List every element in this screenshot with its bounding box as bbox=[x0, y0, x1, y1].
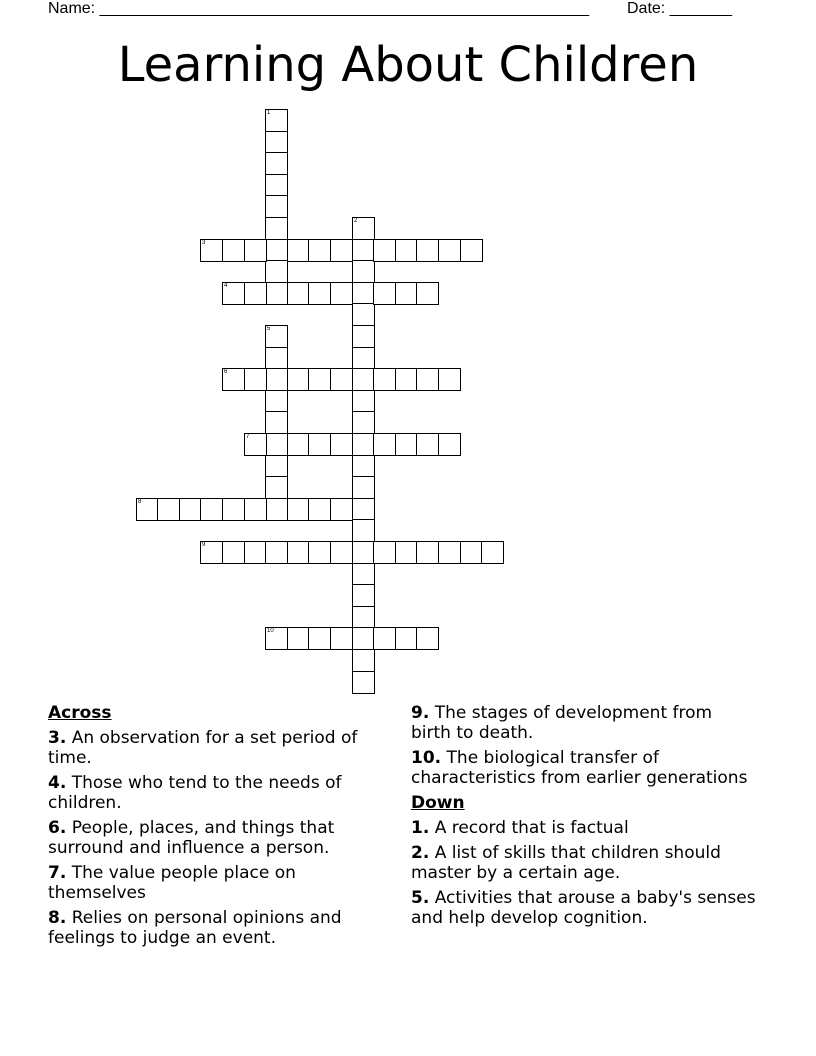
grid-cell[interactable] bbox=[265, 347, 288, 370]
grid-cell[interactable] bbox=[352, 649, 375, 672]
grid-cell[interactable] bbox=[460, 541, 483, 564]
grid-cell[interactable] bbox=[265, 455, 288, 478]
clue-number-label: 5 bbox=[267, 326, 271, 332]
grid-cell[interactable] bbox=[352, 584, 375, 607]
clue-across-6: 6. People, places, and things that surround and influence a person. bbox=[48, 818, 335, 858]
grid-cell[interactable] bbox=[352, 390, 375, 413]
grid-cell[interactable] bbox=[352, 563, 375, 586]
clue-down-1: 1. A record that is factual bbox=[411, 818, 629, 838]
grid-cell[interactable] bbox=[373, 239, 396, 262]
grid-cell[interactable] bbox=[265, 498, 288, 521]
clue-across-8: 8. Relies on personal opinions and feelings to judge an event. bbox=[48, 908, 342, 948]
grid-cell[interactable] bbox=[308, 368, 331, 391]
grid-cell[interactable] bbox=[200, 498, 223, 521]
grid-cell[interactable] bbox=[222, 282, 245, 305]
grid-cell[interactable] bbox=[200, 239, 223, 262]
grid-cell[interactable] bbox=[352, 239, 375, 262]
clue-across-4: 4. Those who tend to the needs of children. bbox=[48, 773, 342, 813]
grid-cell[interactable] bbox=[352, 671, 375, 694]
grid-cell[interactable] bbox=[416, 368, 439, 391]
grid-cell[interactable] bbox=[287, 368, 310, 391]
date-line[interactable]: Date: _______ bbox=[627, 0, 732, 17]
grid-cell[interactable] bbox=[460, 239, 483, 262]
grid-cell[interactable] bbox=[373, 368, 396, 391]
grid-cell[interactable] bbox=[330, 433, 353, 456]
grid-cell[interactable] bbox=[265, 109, 288, 132]
clue-number-label: 10 bbox=[267, 628, 274, 634]
grid-cell[interactable] bbox=[352, 217, 375, 240]
grid-cell[interactable] bbox=[330, 239, 353, 262]
grid-cell[interactable] bbox=[287, 239, 310, 262]
grid-cell[interactable] bbox=[265, 239, 288, 262]
grid-cell[interactable] bbox=[265, 368, 288, 391]
grid-cell[interactable] bbox=[373, 541, 396, 564]
grid-cell[interactable] bbox=[438, 541, 461, 564]
grid-cell[interactable] bbox=[395, 239, 418, 262]
grid-cell[interactable] bbox=[352, 476, 375, 499]
grid-cell[interactable] bbox=[157, 498, 180, 521]
clues-column-right bbox=[411, 703, 756, 933]
grid-cell[interactable] bbox=[179, 498, 202, 521]
grid-cell[interactable] bbox=[287, 433, 310, 456]
grid-cell[interactable] bbox=[352, 411, 375, 434]
grid-cell[interactable] bbox=[308, 282, 331, 305]
clue-number-label: 4 bbox=[224, 283, 228, 289]
grid-cell[interactable] bbox=[287, 627, 310, 650]
grid-cell[interactable] bbox=[352, 260, 375, 283]
grid-cell[interactable] bbox=[244, 239, 267, 262]
clue-down-5: 5. Activities that arouse a baby's senses and help develop cognition. bbox=[411, 888, 756, 928]
grid-cell[interactable] bbox=[395, 541, 418, 564]
grid-cell[interactable] bbox=[265, 217, 288, 240]
grid-cell[interactable] bbox=[265, 390, 288, 413]
grid-cell[interactable] bbox=[352, 455, 375, 478]
clue-number-label: 2 bbox=[354, 218, 358, 224]
grid-cell[interactable] bbox=[352, 347, 375, 370]
clue-number-label: 8 bbox=[138, 499, 142, 505]
grid-cell[interactable] bbox=[352, 303, 375, 326]
grid-cell[interactable] bbox=[265, 152, 288, 175]
grid-cell[interactable] bbox=[373, 282, 396, 305]
grid-cell[interactable] bbox=[308, 239, 331, 262]
grid-cell[interactable] bbox=[244, 282, 267, 305]
clue-across-3: 3. An observation for a set period of time. bbox=[48, 728, 358, 768]
grid-cell[interactable] bbox=[308, 627, 331, 650]
down-heading: Down bbox=[411, 793, 465, 813]
grid-cell[interactable] bbox=[265, 325, 288, 348]
grid-cell[interactable] bbox=[416, 433, 439, 456]
clue-number-label: 7 bbox=[246, 434, 250, 440]
grid-cell[interactable] bbox=[438, 433, 461, 456]
grid-cell[interactable] bbox=[265, 195, 288, 218]
grid-cell[interactable] bbox=[373, 627, 396, 650]
grid-cell[interactable] bbox=[438, 239, 461, 262]
grid-cell[interactable] bbox=[265, 411, 288, 434]
grid-cell[interactable] bbox=[265, 627, 288, 650]
grid-cell[interactable] bbox=[373, 433, 396, 456]
grid-cell[interactable] bbox=[395, 368, 418, 391]
grid-cell[interactable] bbox=[330, 368, 353, 391]
grid-cell[interactable] bbox=[222, 239, 245, 262]
grid-cell[interactable] bbox=[136, 498, 159, 521]
across-heading: Across bbox=[48, 703, 112, 723]
grid-cell[interactable] bbox=[330, 498, 353, 521]
grid-cell[interactable] bbox=[352, 368, 375, 391]
grid-cell[interactable] bbox=[352, 627, 375, 650]
grid-cell[interactable] bbox=[265, 131, 288, 154]
clue-down-2: 2. A list of skills that children should master by a certain age. bbox=[411, 843, 721, 883]
grid-cell[interactable] bbox=[395, 433, 418, 456]
grid-cell[interactable] bbox=[330, 282, 353, 305]
grid-cell[interactable] bbox=[416, 239, 439, 262]
clue-number-label: 9 bbox=[202, 542, 206, 548]
grid-cell[interactable] bbox=[395, 282, 418, 305]
grid-cell[interactable] bbox=[287, 541, 310, 564]
grid-cell[interactable] bbox=[265, 174, 288, 197]
grid-cell[interactable] bbox=[287, 498, 310, 521]
grid-cell[interactable] bbox=[244, 498, 267, 521]
grid-cell[interactable] bbox=[330, 541, 353, 564]
name-line[interactable]: Name: _______________________________________________________ bbox=[48, 0, 589, 17]
grid-cell[interactable] bbox=[308, 541, 331, 564]
grid-cell[interactable] bbox=[200, 541, 223, 564]
clue-across-7: 7. The value people place on themselves bbox=[48, 863, 296, 903]
grid-cell[interactable] bbox=[416, 541, 439, 564]
clues-column-left bbox=[48, 703, 388, 953]
grid-cell[interactable] bbox=[244, 541, 267, 564]
grid-cell[interactable] bbox=[352, 606, 375, 629]
grid-cell[interactable] bbox=[308, 433, 331, 456]
page-title: Learning About Children bbox=[117, 37, 699, 93]
grid-cell[interactable] bbox=[481, 541, 504, 564]
clue-number-label: 1 bbox=[267, 110, 271, 116]
grid-cell[interactable] bbox=[416, 282, 439, 305]
grid-cell[interactable] bbox=[395, 627, 418, 650]
grid-cell[interactable] bbox=[352, 498, 375, 521]
grid-cell[interactable] bbox=[222, 368, 245, 391]
grid-cell[interactable] bbox=[244, 433, 267, 456]
clue-number-label: 6 bbox=[224, 369, 228, 375]
grid-cell[interactable] bbox=[265, 282, 288, 305]
grid-cell[interactable] bbox=[265, 433, 288, 456]
grid-cell[interactable] bbox=[265, 260, 288, 283]
grid-cell[interactable] bbox=[330, 627, 353, 650]
clue-across-10: 10. The biological transfer of characteristics from earlier generations bbox=[411, 748, 748, 788]
grid-cell[interactable] bbox=[244, 368, 267, 391]
grid-cell[interactable] bbox=[222, 541, 245, 564]
grid-cell[interactable] bbox=[308, 498, 331, 521]
grid-cell[interactable] bbox=[265, 476, 288, 499]
clue-across-9: 9. The stages of development from birth to death. bbox=[411, 703, 713, 743]
grid-cell[interactable] bbox=[222, 498, 245, 521]
grid-cell[interactable] bbox=[352, 282, 375, 305]
grid-cell[interactable] bbox=[352, 541, 375, 564]
grid-cell[interactable] bbox=[352, 325, 375, 348]
grid-cell[interactable] bbox=[438, 368, 461, 391]
clue-number-label: 3 bbox=[202, 240, 206, 246]
grid-cell[interactable] bbox=[416, 627, 439, 650]
grid-cell[interactable] bbox=[352, 519, 375, 542]
grid-cell[interactable] bbox=[352, 433, 375, 456]
grid-cell[interactable] bbox=[287, 282, 310, 305]
grid-cell[interactable] bbox=[265, 541, 288, 564]
